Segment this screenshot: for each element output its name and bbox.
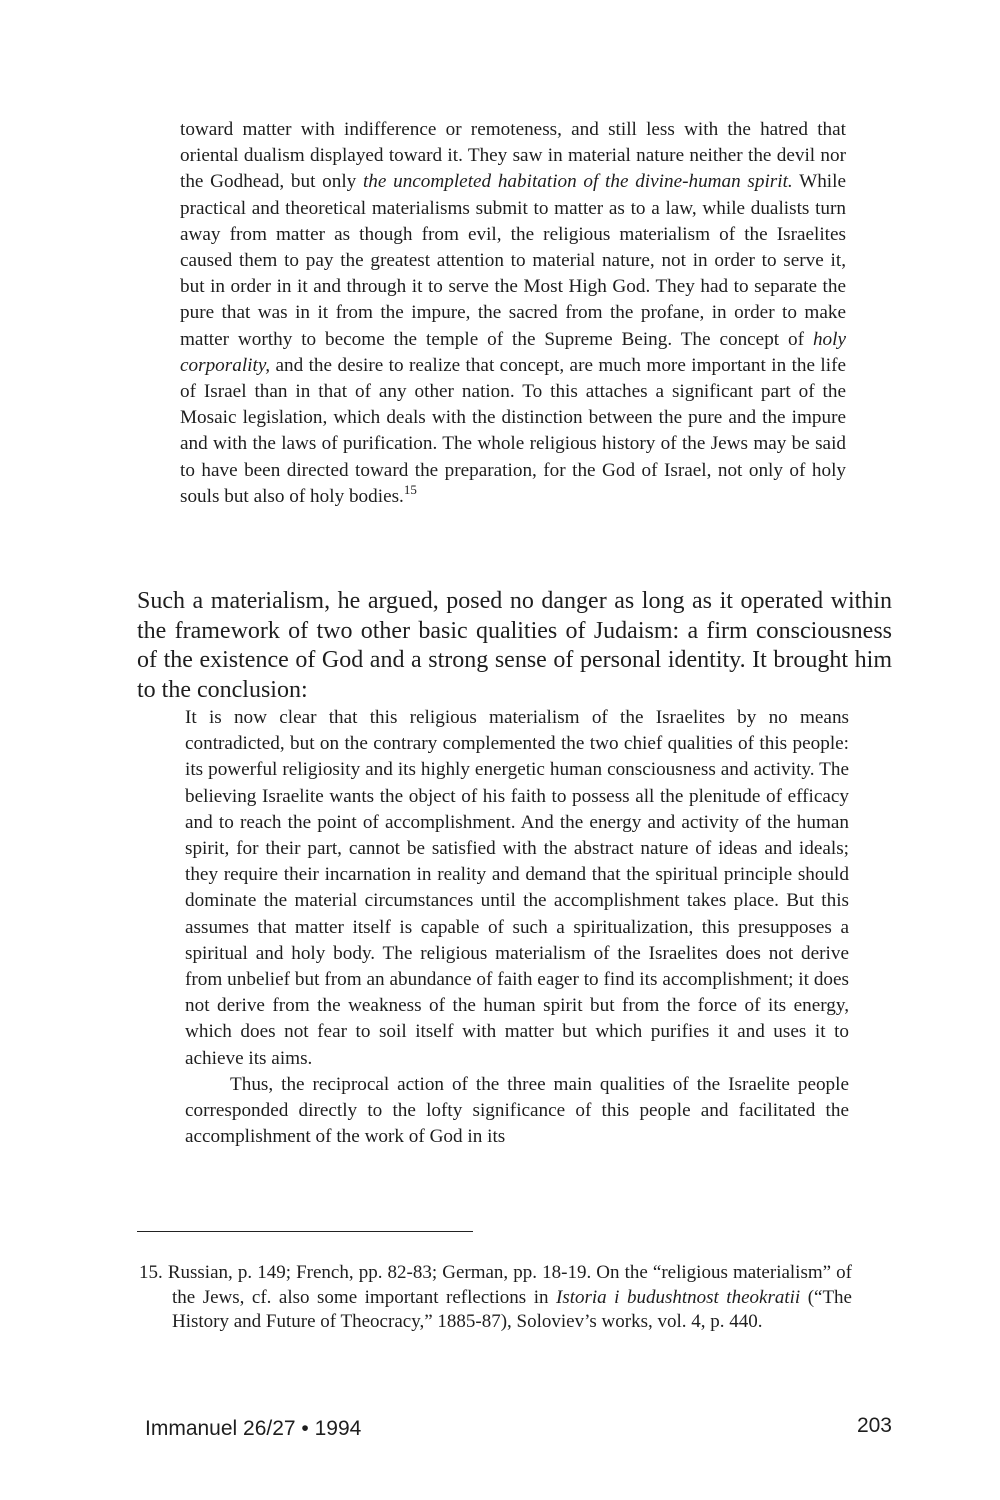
body-paragraph: Such a materialism, he argued, posed no danger as long as it operated within the framework of two other basic qualities of Judaism: a firm consciousness of the existence of God and a strong sense of personal identity. It brought him to the conclusion: bbox=[137, 588, 892, 703]
footnote-number: 15. bbox=[139, 1262, 163, 1283]
block-quotation-1 bbox=[180, 117, 846, 510]
quote1-text-3: and the desire to realize that concept, are much more important in the life of Israel than in that of any other nation. To this attaches a significant part of the Mosaic legislation, which deals with the distinction between the pure and the impure and with the laws of purification. The whole religious history of the Jews may be said to have been directed toward the preparation, for the God of Israel, not only of holy souls but also of holy bodies. bbox=[180, 354, 846, 507]
quote1-emphasis-1: the uncompleted habitation of the divine-human spirit. bbox=[362, 171, 793, 193]
footnote-text-1: Russian, p. 149; French, pp. 82-83; German, pp. 18-19. On the “religious materialism” of the Jews, cf. also some important reflections in bbox=[162, 1262, 852, 1308]
journal-footer: Immanuel 26/27 • 1994 bbox=[145, 1417, 362, 1440]
page-number: 203 bbox=[856, 1414, 892, 1437]
quote1-text-2: While practical and theoretical materialisms submit to matter as to a law, while dualists turn away from matter as though from evil, the religious materialism of the Israelites caused them to pay the greatest attention to material nature, not in order to serve it, but in order in it and through it to serve the Most High God. They had to separate the pure that was in it from the impure, the sacred from the profane, in order to make matter worthy to become the temple of the Supreme Being. The concept of bbox=[180, 171, 846, 350]
footnote-text-2: (“The History and Future of Theocracy,” 1885-87), Soloviev’s works, vol. 4, p. 440. bbox=[172, 1286, 852, 1332]
quote1-emphasis-2: holy corporality, bbox=[180, 328, 846, 376]
quote2-paragraph-1: It is now clear that this religious materialism of the Israelites by no means contradicted, but on the contrary complemented the two chief qualities of this people: its powerful religiosity and its highly energetic human consciousness and activity. The believing Israelite wants the object of his faith to possess all the plenitude of efficacy and to reach the point of accomplishment. And the energy and activity of the human spirit, for their part, cannot be satisfied with the abstract nature of ideas and ideals; they require their incarnation in reality and demand that the spiritual principle should dominate the material circumstances until the accomplishment takes place. But this assumes that matter itself is capable of such a spiritualization, this presupposes a spiritual and holy body. The religious materialism of the Israelites does not derive from unbelief but from an abundance of faith eager to find its accomplishment; it does not derive from the weakness of the human spirit but from the force of its energy, which does not fear to soil itself with matter but which purifies it and uses it to achieve its aims. bbox=[185, 707, 849, 1069]
quote1-text-1: toward matter with indifference or remoteness, and still less with the hatred that oriental dualism displayed toward it. They saw in material nature neither the devil nor the Godhead, but only bbox=[180, 119, 846, 193]
footnote-reference: 15 bbox=[403, 481, 417, 497]
quote2-paragraph-2: Thus, the reciprocal action of the three main qualities of the Israelite people corresponded directly to the lofty significance of this people and facilitated the accomplishment of the work of God in its bbox=[185, 1073, 849, 1148]
footnote bbox=[139, 1261, 852, 1335]
footnote-emphasis: Istoria i budushtnost theokratii bbox=[556, 1286, 801, 1308]
block-quotation-2 bbox=[185, 705, 849, 1150]
footnote-divider bbox=[137, 1231, 473, 1232]
